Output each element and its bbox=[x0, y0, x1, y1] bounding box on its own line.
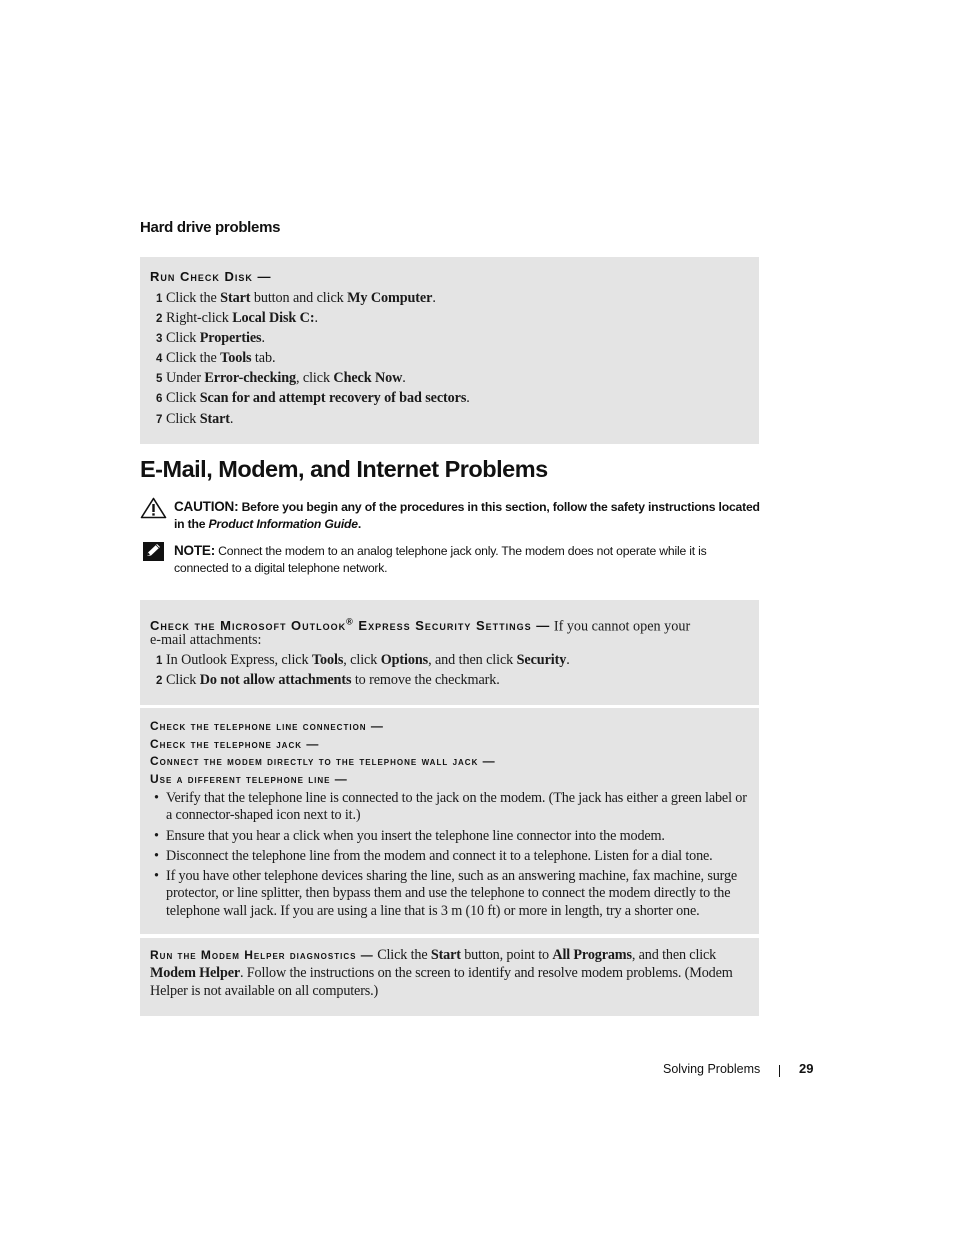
check-disk-box bbox=[140, 257, 759, 444]
note-label: NOTE: bbox=[174, 543, 215, 558]
footer-divider bbox=[779, 1065, 780, 1077]
modem-helper-box bbox=[140, 938, 759, 1016]
text-run: button and click bbox=[250, 289, 348, 306]
registered-mark: ® bbox=[346, 617, 354, 627]
text-run: , click bbox=[296, 370, 334, 387]
text-run: to remove the checkmark. bbox=[351, 671, 500, 688]
list-item: • Verify that the telephone line is connected to the jack on the modem. (The jack has either a green label or a connector-shaped icon next to it.) bbox=[150, 790, 753, 825]
outlook-intro-b: e-mail attachments: bbox=[150, 631, 262, 648]
step-number: 3 bbox=[156, 332, 163, 345]
bold-term: Properties bbox=[199, 329, 262, 346]
step-number: 1 bbox=[156, 292, 163, 305]
note-body: Connect the modem to an analog telephone jack only. The modem does not operate while it is connected to a digital telephone network. bbox=[174, 544, 707, 575]
outlook-title-b: Express Security Settings — bbox=[353, 618, 551, 634]
text-run: . bbox=[432, 289, 436, 306]
text-run: , click bbox=[343, 651, 381, 668]
caution-body: Before you begin any of the procedures in this section, follow the safety instructions located in the bbox=[174, 500, 760, 531]
note-icon bbox=[143, 542, 164, 561]
telephone-title-4: Use a different telephone line — bbox=[150, 771, 348, 786]
step-number: 1 bbox=[156, 654, 163, 667]
step-number: 7 bbox=[156, 413, 163, 426]
text-run: Click bbox=[166, 390, 200, 407]
bold-term: Modem Helper bbox=[150, 965, 240, 981]
text-run: button, point to bbox=[460, 947, 553, 963]
check-disk-steps bbox=[150, 288, 749, 429]
step-item bbox=[150, 288, 749, 308]
step-text bbox=[166, 411, 233, 427]
text-run: Click the bbox=[166, 350, 221, 367]
bold-term: Local Disk C: bbox=[232, 309, 315, 326]
telephone-title-2: Check the telephone jack — bbox=[150, 736, 320, 751]
list-item: • Ensure that you hear a click when you insert the telephone line connector into the modem. bbox=[150, 828, 753, 845]
step-item bbox=[150, 388, 749, 408]
modem-helper-text bbox=[150, 946, 751, 1000]
list-item: • Disconnect the telephone line from the modem and connect it to a telephone. Listen for a dial tone. bbox=[150, 848, 753, 865]
text-run: . bbox=[566, 651, 570, 668]
caution-end: . bbox=[357, 517, 362, 531]
step-item bbox=[150, 308, 749, 328]
caution-text bbox=[174, 498, 764, 533]
outlook-title-line bbox=[150, 614, 749, 635]
text-run: Click the bbox=[166, 289, 221, 306]
text-run: Click bbox=[166, 671, 200, 688]
text-run: In Outlook Express, click bbox=[166, 651, 312, 668]
bold-term: My Computer bbox=[347, 289, 433, 306]
check-disk-title: Run Check Disk — bbox=[150, 269, 272, 284]
telephone-title-1: Check the telephone line connection — bbox=[150, 719, 384, 733]
page-footer bbox=[600, 1060, 816, 1080]
step-text bbox=[166, 350, 275, 366]
bold-term: Security bbox=[516, 651, 567, 668]
bold-term: Tools bbox=[311, 651, 344, 668]
step-item bbox=[150, 409, 749, 429]
modem-helper-title: Run the Modem Helper diagnostics — bbox=[150, 948, 374, 962]
step-item bbox=[150, 650, 749, 670]
step-text bbox=[166, 652, 570, 668]
text-run: . bbox=[402, 370, 406, 387]
bold-term: Do not allow attachments bbox=[199, 671, 352, 688]
outlook-box bbox=[140, 600, 759, 705]
text-run: . bbox=[229, 410, 234, 427]
step-item bbox=[150, 368, 749, 388]
bold-term: Start bbox=[199, 410, 230, 427]
hard-drive-heading: Hard drive problems bbox=[140, 219, 281, 236]
text-run: . Follow the instructions on the screen to identify and resolve modem problems. (Modem Helper is not available on all computers.) bbox=[150, 965, 733, 999]
text-run: Click bbox=[166, 410, 200, 427]
step-text bbox=[166, 390, 470, 406]
bold-term: Start bbox=[430, 947, 461, 963]
text-run: Click bbox=[166, 329, 200, 346]
text-run: Right-click bbox=[166, 309, 233, 326]
text-run: Click the bbox=[373, 947, 431, 963]
step-item bbox=[150, 348, 749, 368]
step-item bbox=[150, 670, 749, 690]
bold-term: All Programs bbox=[552, 947, 632, 963]
list-item: • If you have other telephone devices sharing the line, such as an answering machine, fax machine, surge protector, or line splitter, then bypass them and use the telephone to connect the modem directly to the telephone wall jack. If you are using a line that is 3 m (10 ft) or more in length, try a shorter one. bbox=[150, 868, 753, 920]
bold-term: Tools bbox=[220, 350, 252, 367]
step-number: 2 bbox=[156, 674, 163, 687]
page-number: 29 bbox=[799, 1061, 814, 1076]
bold-term: Start bbox=[220, 289, 251, 306]
step-number: 5 bbox=[156, 373, 163, 386]
step-text bbox=[166, 310, 318, 326]
step-number: 2 bbox=[156, 312, 163, 325]
text-run: . bbox=[314, 309, 318, 326]
telephone-box bbox=[140, 708, 759, 934]
telephone-title-3: Connect the modem directly to the telephone wall jack — bbox=[150, 754, 496, 768]
section-title: E-Mail, Modem, and Internet Problems bbox=[140, 456, 548, 482]
text-run: tab. bbox=[251, 350, 276, 367]
bold-term: Check Now bbox=[333, 370, 403, 387]
caution-guide-ref: Product Information Guide bbox=[208, 517, 358, 531]
caution-label: CAUTION: bbox=[174, 499, 239, 514]
step-text bbox=[166, 672, 500, 688]
step-text bbox=[166, 290, 436, 306]
text-run: , and then click bbox=[428, 651, 517, 668]
outlook-title-a: Check the Microsoft Outlook bbox=[150, 618, 347, 634]
telephone-bullets bbox=[150, 790, 753, 920]
step-text bbox=[166, 370, 406, 386]
footer-section: Solving Problems bbox=[663, 1062, 761, 1076]
step-number: 4 bbox=[156, 353, 163, 366]
step-item bbox=[150, 328, 749, 348]
bold-term: Options bbox=[380, 651, 429, 668]
text-run: Under bbox=[166, 370, 205, 387]
bold-term: Scan for and attempt recovery of bad sectors bbox=[199, 390, 467, 407]
bold-term: Error-checking bbox=[204, 370, 296, 387]
step-number: 6 bbox=[156, 393, 163, 406]
text-run: . bbox=[466, 390, 470, 407]
note-text bbox=[174, 542, 764, 577]
caution-icon bbox=[140, 497, 167, 519]
outlook-intro-a: If you cannot open your bbox=[550, 618, 691, 635]
text-run: . bbox=[261, 329, 265, 346]
text-run: , and then click bbox=[631, 947, 717, 963]
outlook-steps bbox=[150, 650, 749, 690]
step-text bbox=[166, 330, 265, 346]
